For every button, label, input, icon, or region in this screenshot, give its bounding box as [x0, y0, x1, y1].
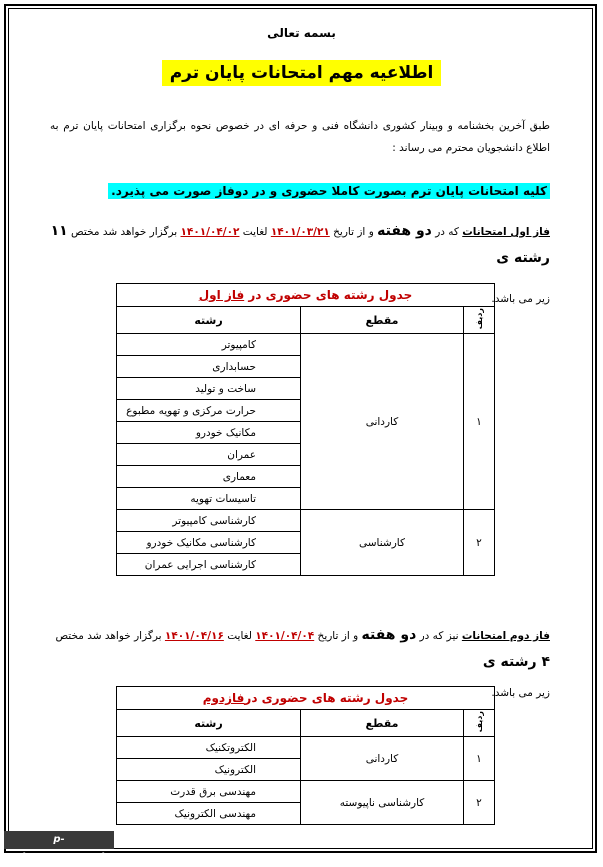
phase2-text: برگزار خواهد شد مختص [55, 630, 165, 642]
phase1-start-date: ۱۴۰۱/۰۳/۲۱ [270, 226, 330, 238]
table2-caption [117, 687, 495, 710]
field-cell: ساخت و تولید [117, 378, 301, 400]
table1-col-radif [464, 307, 495, 334]
table1-caption [117, 284, 495, 307]
table2-body [117, 737, 495, 825]
field-cell: عمران [117, 444, 301, 466]
phase1-label: فاز اول امتحانات [462, 226, 550, 238]
phase2-count: ۴ رشته ی [482, 654, 550, 670]
field-cell: کارشناسی کامپیوتر [117, 510, 301, 532]
table1-body [117, 334, 495, 576]
title-wrap [0, 60, 603, 86]
degree-cell: کارشناسی [301, 510, 464, 576]
field-cell: کارشناسی مکانیک خودرو [117, 532, 301, 554]
table-row [117, 510, 495, 532]
phase1-text: برگزار خواهد شد مختص [67, 226, 181, 238]
table1-col-radif-text: ردیف [474, 307, 484, 330]
field-cell: مهندسی برق قدرت [117, 781, 301, 803]
table2-col-radif-text: ردیف [474, 710, 484, 733]
field-cell: کارشناسی اجرایی عمران [117, 554, 301, 576]
highlight-wrap [50, 180, 550, 199]
table2-col-radif [464, 710, 495, 737]
table2-caption-phase: فازدوم [202, 691, 245, 705]
phase2-start-date: ۱۴۰۱/۰۴/۰۴ [255, 630, 315, 642]
site-logo[interactable]: p-sabzevar.tvu.ac.ir [4, 831, 114, 849]
row-number: ۱ [464, 334, 495, 510]
degree-cell: کارشناسی ناپیوسته [301, 781, 464, 825]
field-cell: الکترونیک [117, 759, 301, 781]
page-title: اطلاعیه مهم امتحانات پایان ترم [162, 60, 442, 86]
field-cell: مهندسی الکترونیک [117, 803, 301, 825]
phase2-duration: دو هفته [361, 627, 417, 643]
phase2-line2: زیر می باشد. [491, 687, 550, 699]
field-cell: حرارت مرکزی و تهویه مطبوع [117, 400, 301, 422]
phase2-text: نیز که در [416, 630, 462, 642]
table2-col-field: رشته [117, 710, 301, 737]
phase2-label: فاز دوم امتحانات [461, 630, 550, 642]
table-phase1 [116, 283, 495, 576]
row-number: ۲ [464, 781, 495, 825]
phase1-line2: زیر می باشد. [491, 293, 550, 305]
table-row [117, 781, 495, 803]
table-row [117, 334, 495, 356]
table2-caption-prefix: جدول رشته های حضوری در [244, 691, 409, 705]
row-number: ۲ [464, 510, 495, 576]
table1-col-field: رشته [117, 307, 301, 334]
table1-caption-prefix: جدول رشته های حضوری در [244, 288, 413, 302]
degree-cell: کاردانی [301, 334, 464, 510]
table2-col-degree: مقطع [301, 710, 464, 737]
bismillah: بسمه تعالی [267, 26, 336, 40]
intro-paragraph: طبق آخرین بخشنامه و وبینار کشوری دانشگاه فنی و حرفه ای در خصوص نحوه برگزاری امتحانات پایان ترم به اطلاع دانشجویان محترم می رساند : [50, 120, 550, 154]
phase2-line1 [50, 622, 550, 676]
field-cell: تاسیسات تهویه [117, 488, 301, 510]
table-row [117, 737, 495, 759]
phase1-text: لغایت [239, 226, 271, 238]
phase2-end-date: ۱۴۰۱/۰۴/۱۶ [164, 630, 224, 642]
row-number: ۱ [464, 737, 495, 781]
phase1-line1 [50, 218, 550, 272]
phase1-count: ۱۱ رشته ی [50, 223, 550, 266]
highlight-notice: کلیه امتحانات پایان ترم بصورت کاملا حضوری و در دوفاز صورت می پذیرد. [108, 183, 550, 199]
phase2-text: و از تاریخ [314, 630, 362, 642]
phase2-text: لغایت [223, 630, 256, 642]
table-phase2 [116, 686, 495, 825]
phase1-end-date: ۱۴۰۱/۰۴/۰۲ [180, 226, 240, 238]
phase1-text: و از تاریخ [329, 226, 378, 238]
field-cell: کامپیوتر [117, 334, 301, 356]
field-cell: معماری [117, 466, 301, 488]
field-cell: الکتروتکنیک [117, 737, 301, 759]
phase1-duration: دو هفته [377, 223, 432, 239]
table1-col-degree: مقطع [301, 307, 464, 334]
field-cell: حسابداری [117, 356, 301, 378]
table1-caption-phase: فاز اول [198, 288, 245, 302]
degree-cell: کاردانی [301, 737, 464, 781]
field-cell: مکانیک خودرو [117, 422, 301, 444]
phase1-text: که در [431, 226, 463, 238]
